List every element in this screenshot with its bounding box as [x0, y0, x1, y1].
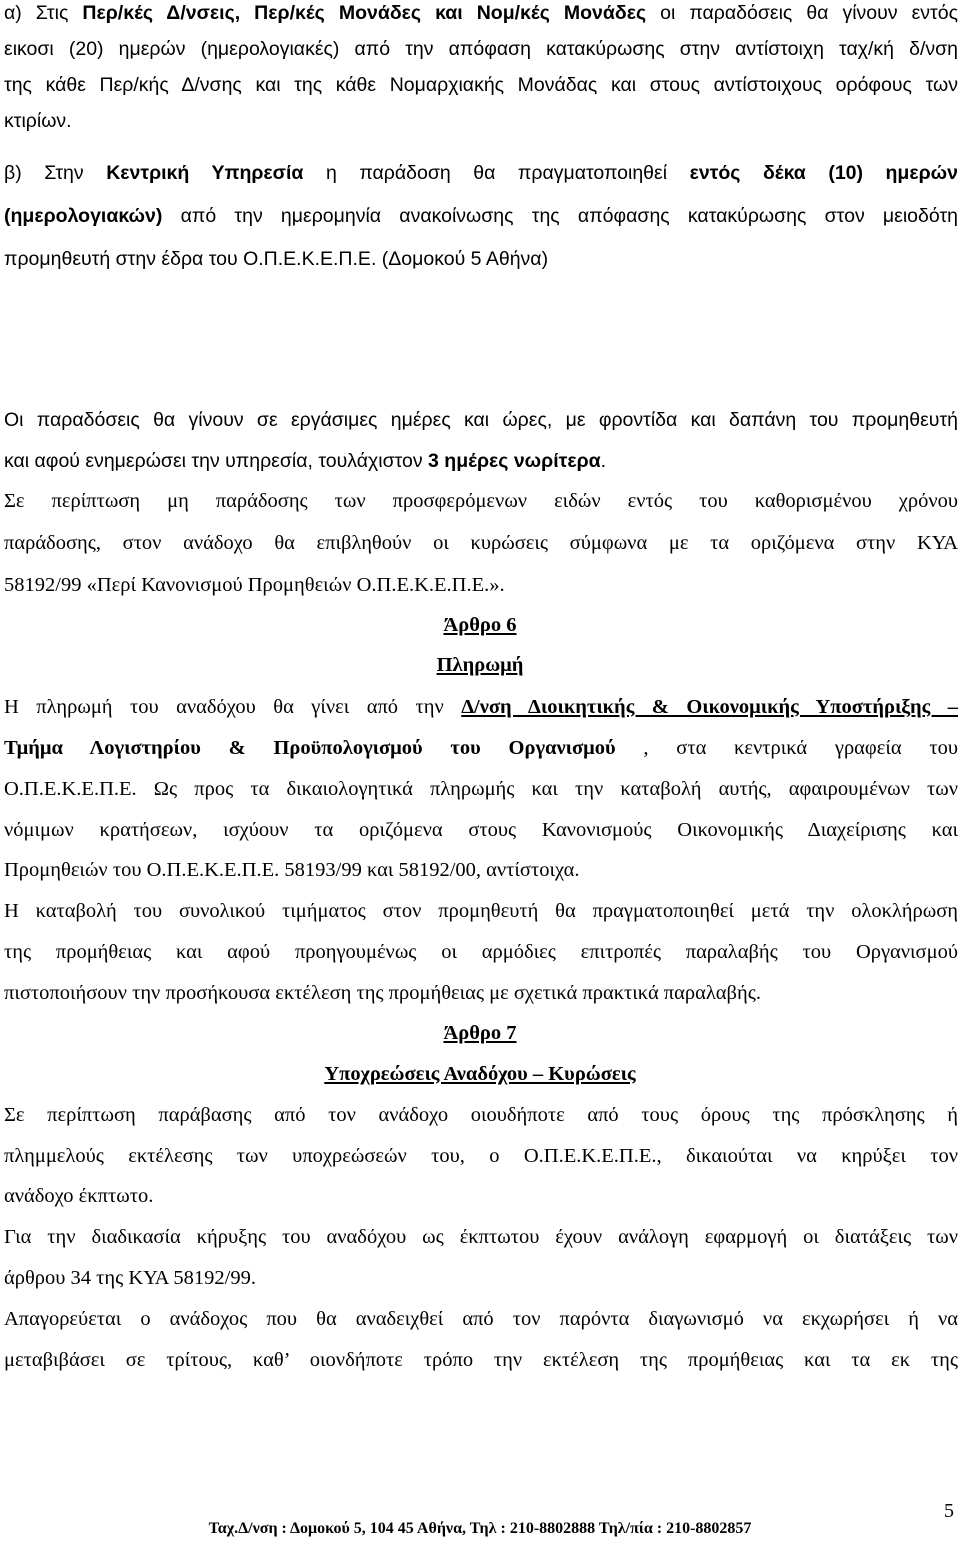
paragraph-d-line-1: Σε περίπτωση μη παράδοσης των προσφερόμενων ειδών εντός του καθορισμένου χρόνου: [4, 490, 958, 512]
paragraph-a-line-3: της κάθε Περ/κής Δ/νσης και της κάθε Νομαρχιακής Μονάδας και στους αντίστοιχους ορόφους των: [4, 74, 958, 96]
bold-text: Τμήμα Λογιστηρίου & Προϋπολογισμού του Οργανισμού: [4, 737, 616, 759]
text: α) Στις: [4, 2, 83, 24]
heading-text: Άρθρο 6: [443, 614, 517, 636]
bold-text: Κεντρική Υπηρεσία: [106, 162, 304, 184]
bold-text: εντός δέκα (10) ημερών: [689, 162, 959, 184]
paragraph-g-line-3: ανάδοχο έκπτωτο.: [4, 1185, 154, 1207]
paragraph-f-line-2: της προμήθειας και αφού προηγουμένως οι αρμόδιες επιτροπές παραλαβής του Οργανισμού: [4, 941, 958, 963]
paragraph-d-line-2: παράδοσης, στον ανάδοχο θα επιβληθούν οι κυρώσεις σύμφωνα με τα οριζόμενα στην ΚΥΑ: [4, 532, 958, 554]
paragraph-a-line-4: κτιρίων.: [4, 110, 72, 132]
text: , στα κεντρικά γραφεία του: [615, 737, 958, 759]
paragraph-e-line-5: Προμηθειών του Ο.Π.Ε.Κ.Ε.Π.Ε. 58193/99 και 58192/00, αντίστοιχα.: [4, 859, 580, 881]
text: Η πληρωμή του αναδόχου θα γίνει από την: [4, 696, 462, 718]
subheading-text: Υποχρεώσεις Αναδόχου – Κυρώσεις: [324, 1063, 636, 1085]
paragraph-f-line-3: πιστοποιήσουν την προσήκουσα εκτέλεση της προμήθειας με σχετικά πρακτικά παραλαβής.: [4, 982, 761, 1004]
article-7-subheading: [0, 1061, 960, 1087]
paragraph-h-line-1: Για την διαδικασία κήρυξης του αναδόχου ως έκπτωτου έχουν ανάλογη εφαρμογή οι διατάξεις των: [4, 1226, 958, 1248]
paragraph-g-line-1: Σε περίπτωση παράβασης από τον ανάδοχο οιουδήποτε από τους όρους της πρόσκλησης ή: [4, 1104, 958, 1126]
paragraph-c-line-2: [4, 448, 958, 474]
bold-text: Δ/νση Διοικητικής & Οικονομικής Υποστήριξης –: [461, 696, 958, 718]
paragraph-e-line-2: [4, 735, 958, 761]
text: και αφού ενημερώσει την υπηρεσία, τουλάχιστον: [4, 450, 429, 472]
paragraph-c-line-1: Οι παραδόσεις θα γίνουν σε εργάσιμες ημέρες και ώρες, με φροντίδα και δαπάνη του προμηθευτή: [4, 409, 958, 431]
paragraph-b-line-3: προμηθευτή στην έδρα του Ο.Π.Ε.Κ.Ε.Π.Ε. (Δομοκού 5 Αθήνα): [4, 248, 549, 270]
article-6-heading: [0, 612, 960, 638]
bold-text: Περ/κές Δ/νσεις, Περ/κές Μονάδες και Νομ/κές Μονάδες: [82, 2, 647, 24]
subheading-text: Πληρωμή: [436, 654, 524, 676]
paragraph-d-line-3: 58192/99 «Περί Κανονισμού Προμηθειών Ο.Π.Ε.Κ.Ε.Π.Ε.».: [4, 574, 505, 596]
article-6-subheading: [0, 652, 960, 678]
heading-text: Άρθρο 7: [443, 1022, 517, 1044]
bold-text: 3 ημέρες νωρίτερα: [428, 450, 601, 472]
paragraph-e-line-1: [4, 694, 958, 720]
text: .: [600, 450, 607, 472]
paragraph-i-line-2: μεταβιβάσει σε τρίτους, καθ’ οιονδήποτε τρόπο την εκτέλεση της προμήθειας και τα εκ της: [4, 1349, 958, 1371]
article-7-heading: [0, 1020, 960, 1046]
page-footer: Ταχ.Δ/νση : Δομοκού 5, 104 45 Αθήνα, Τηλ : 210-8802888 Τηλ/πία : 210-8802857: [208, 1520, 752, 1537]
page-number: 5: [944, 1500, 954, 1522]
text: β) Στην: [4, 162, 107, 184]
text: η παράδοση θα πραγματοποιηθεί: [303, 162, 690, 184]
text: οι παραδόσεις θα γίνουν εντός: [646, 2, 958, 24]
paragraph-f-line-1: Η καταβολή του συνολικού τιμήματος στον προμηθευτή θα πραγματοποιηθεί μετά την ολοκλήρωση: [4, 900, 958, 922]
paragraph-e-line-3: Ο.Π.Ε.Κ.Ε.Π.Ε. Ως προς τα δικαιολογητικά πληρωμής και την καταβολή αυτής, αφαιρουμένων των: [4, 778, 958, 800]
paragraph-h-line-2: άρθρου 34 της ΚΥΑ 58192/99.: [4, 1267, 256, 1289]
paragraph-b-line-1: [4, 160, 958, 186]
paragraph-g-line-2: πλημμελούς εκτέλεσης των υποχρεώσεών του, ο Ο.Π.Ε.Κ.Ε.Π.Ε., δικαιούται να κηρύξει τον: [4, 1145, 958, 1167]
text: από την ημερομηνία ανακοίνωσης της απόφασης κατακύρωσης στον μειοδότη: [162, 205, 958, 227]
paragraph-a-line-2: εικοσι (20) ημερών (ημερολογιακές) από την απόφαση κατακύρωσης στην αντίστοιχη ταχ/κή δ/νση: [4, 38, 958, 60]
paragraph-i-line-1: Απαγορεύεται ο ανάδοχος που θα αναδειχθεί από τον παρόντα διαγωνισμό να εκχωρήσει ή να: [4, 1308, 958, 1330]
paragraph-a-line-1: [4, 0, 958, 26]
paragraph-e-line-4: νόμιμων κρατήσεων, ισχύουν τα οριζόμενα στους Κανονισμούς Οικονομικής Διαχείρισης και: [4, 819, 958, 841]
paragraph-b-line-2: [4, 203, 958, 229]
bold-text: (ημερολογιακών): [4, 205, 163, 227]
